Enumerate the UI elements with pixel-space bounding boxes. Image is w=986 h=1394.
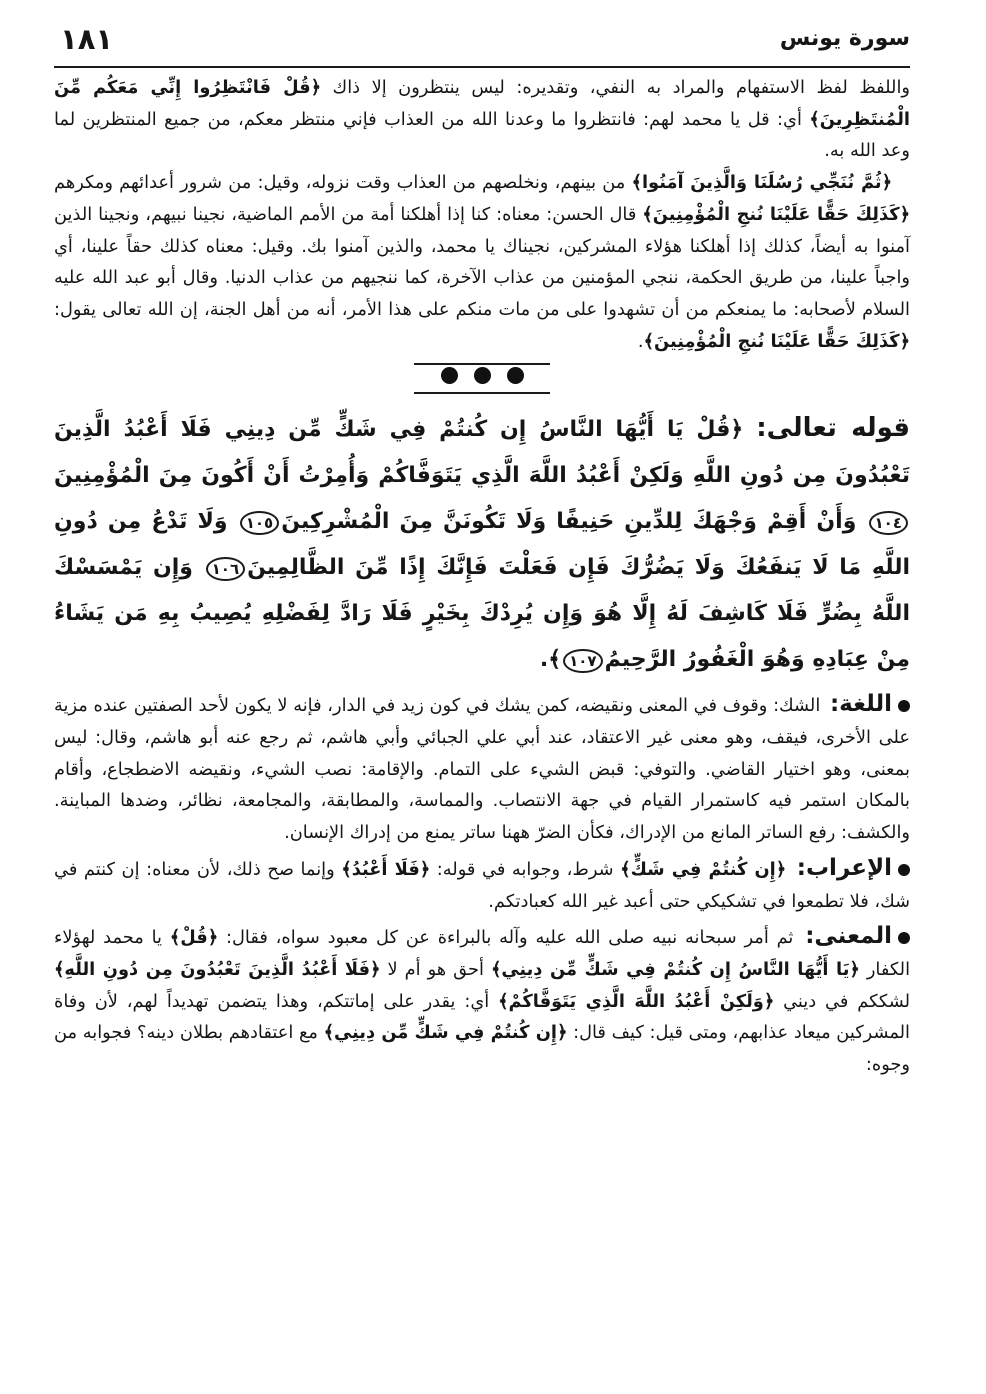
section-title: المعنى: <box>805 923 892 950</box>
separator-line <box>414 363 550 365</box>
text-run: الشك: وقوف في المعنى ونقيضه، كمن يشك في كون زيد في الدار، فإنه لا يكون لأحد الصفتين عنده مزية على الأخرى، فيقف، وهو معنى غير الاعتقاد، عند أبي علي الجبائي وأبي هاشم، ثم رجع عنه أبو هاشم، وقال: ليس بمعنى، وهو اختيار القاضي. والتوفي: قبض الشيء على التمام. والإقامة: نصب الشيء، ونقيضه الاضطجاع، وأقام بالمكان استمر فيه كاستمرار القيام في جهة الانتصاب. والمماسة، والمطابقة، والمجامعة، نظائر، وضدها المباينة. والكشف: رفع الساتر المانع من الإدراك، فكأن الضرّ ههنا ساتر يمنع من إدراك الإنسان. <box>54 695 910 844</box>
text-run: مع اعتقادهم بطلان دينه؟ فجوابه من وجوه: <box>54 1022 910 1076</box>
page-number: ١٨١ <box>60 22 114 56</box>
verse-text: وَأَنْ أَقِمْ وَجْهَكَ لِلدِّينِ حَنِيفًا وَلَا تَكُونَنَّ مِنَ الْمُشْرِكِينَ <box>281 509 867 535</box>
section-title: الإعراب: <box>796 854 892 881</box>
quran-quote: ﴿فَلَا أَعْبُدُ﴾ <box>341 858 431 880</box>
quran-quote: ﴿وَلَكِنْ أَعْبُدُ اللَّهَ الَّذِي يَتَوَفَّاكُمْ﴾ <box>498 990 775 1012</box>
quran-quote: ﴿كَذَلِكَ حَقًّا عَلَيْنَا نُنجِ الْمُؤْمِنِينَ﴾ <box>642 203 911 225</box>
dot-icon <box>474 367 491 384</box>
separator-line <box>414 392 550 394</box>
dot-icon <box>441 367 458 384</box>
text-run: لشككم في ديني <box>774 990 910 1012</box>
intro-paragraph <box>54 72 910 167</box>
quran-quote: ﴿يَا أَيُّهَا النَّاسُ إِن كُنتُمْ فِي شَكٍّ مِّن دِينِي﴾ <box>490 958 860 980</box>
ayah-number: ١٠٥ <box>240 511 279 535</box>
mana-section <box>54 921 910 1081</box>
quran-quote: ﴿كَذَلِكَ حَقًّا عَلَيْنَا نُنجِ الْمُؤْمِنِينَ﴾ <box>643 330 910 352</box>
verse-lead: قوله تعالى: <box>756 413 910 444</box>
quran-quote: ﴿ثُمَّ نُنَجِّي رُسُلَنَا وَالَّذِينَ آمَنُوا﴾ <box>631 172 892 194</box>
text-run <box>786 859 793 880</box>
quran-quote: ﴿قُلْ فَانْتَظِرُوا إِنِّي مَعَكُم مِّنَ الْمُنتَظِرِينَ﴾ <box>54 77 910 130</box>
quran-quote: ﴿إِن كُنتُمْ فِي شَكٍّ مِّن دِينِي﴾ <box>323 1022 568 1044</box>
lugha-section <box>54 689 910 849</box>
bullet-icon <box>898 932 910 944</box>
text-run: . <box>637 330 644 352</box>
page-header <box>54 22 910 68</box>
verse-block <box>54 405 910 683</box>
verse-text: ﴾. <box>539 647 562 673</box>
text-run: قال الحسن: معناه: كنا إذا أهلكنا أمة من الأمم الماضية، نجينا نبيهم، ونجينا الذين آمنوا به أيضاً، كذلك إذا أهلكنا هؤلاء المشركين، نجيناك يا محمد، والذين آمنوا بك. وقيل: معناه كذلك حقاً علينا، أي واجباً علينا، من طريق الحكمة، ننجي المؤمنين من عذاب الآخرة، كما ننجيهم من عذاب الدنيا. وقال أبو عبد الله عليه السلام لأصحابه: ما يمنعكم من أن تشهدوا على من مات منكم على هذا الأمر، أنه من أهل الجنة، إن الله تعالى يقول: <box>54 203 910 320</box>
bullet-icon <box>898 864 910 876</box>
quran-quote: ﴿قُلْ﴾ <box>169 927 219 949</box>
tafsir-paragraph <box>54 167 910 357</box>
text-run: وإنما صح ذلك، لأن معناه: إن كنتم في شك، فلا تطمعوا في تشكيكي حتى أعبد غير الله كعبادتكم. <box>54 858 910 912</box>
ayah-number: ١٠٦ <box>206 557 245 581</box>
text-run: أي: قل يا محمد لهم: فانتظروا ما وعدنا الله من العذاب فإني منتظر معكم، من جميع المنتظرين لما وعد الله به. <box>54 108 910 162</box>
text-run: يا محمد لهؤلاء الكفار <box>54 927 911 980</box>
text-run: أحق هو أم لا <box>380 958 491 980</box>
quran-quote: ﴿إِن كُنتُمْ فِي شَكٍّ﴾ <box>620 858 787 880</box>
section-separator <box>414 357 550 399</box>
ayah-number: ١٠٤ <box>869 511 908 535</box>
bullet-icon <box>898 700 910 712</box>
ayah-number: ١٠٧ <box>563 649 602 673</box>
text-run: ثم أمر سبحانه نبيه صلى الله عليه وآله بالبراءة عن كل معبود سواه، فقال: <box>218 927 802 949</box>
text-run: أي: يقدر على إماتتكم، وهذا يتضمن تهديداً لهم، لأن وفاة المشركين ميعاد عذابهم، ومتى قيل: كيف قال: <box>54 990 910 1044</box>
quran-quote: ﴿فَلَا أَعْبُدُ الَّذِينَ تَعْبُدُونَ مِن دُونِ اللَّهِ﴾ <box>54 958 381 980</box>
separator-dots <box>414 367 550 388</box>
verse-text: وَلَا تَدْعُ مِن دُونِ اللَّهِ مَا لَا يَنفَعُكَ وَلَا يَضُرُّكَ فَإِن فَعَلْتَ فَإِنَّكَ إِذًا مِّنَ الظَّالِمِينَ <box>54 509 910 581</box>
verse-text: ﴿قُلْ يَا أَيُّهَا النَّاسُ إِن كُنتُمْ فِي شَكٍّ مِّن دِينِي فَلَا أَعْبُدُ الَّذِينَ تَعْبُدُونَ مِن دُونِ اللَّهِ وَلَكِنْ أَعْبُدُ اللَّهَ الَّذِي يَتَوَفَّاكُمْ وَأُمِرْتُ أَنْ أَكُونَ مِنَ الْمُؤْمِنِينَ <box>54 417 910 489</box>
irab-section <box>54 853 910 917</box>
text-run: من بينهم، ونخلصهم من العذاب وقت نزوله، وقيل: من شرور أعدائهم ومكرهم <box>54 172 632 194</box>
section-title: اللغة: <box>829 691 892 718</box>
text-run: واللفظ لفظ الاستفهام والمراد به النفي، وتقديره: ليس ينتظرون إلا ذاك <box>321 77 910 98</box>
book-page <box>54 22 910 1081</box>
text-run: شرط، وجوابه في قوله: <box>430 858 621 880</box>
surah-title: سورة يونس <box>779 26 910 51</box>
dot-icon <box>507 367 524 384</box>
verse-text: وَإِن يَمْسَسْكَ اللَّهُ بِضُرٍّ فَلَا كَاشِفَ لَهُ إِلَّا هُوَ وَإِن يُرِدْكَ بِخَيْرٍ فَلَا رَادَّ لِفَضْلِهِ يُصِيبُ بِهِ مَن يَشَاءُ مِنْ عِبَادِهِ وَهُوَ الْغَفُورُ الرَّحِيمُ <box>54 555 910 673</box>
